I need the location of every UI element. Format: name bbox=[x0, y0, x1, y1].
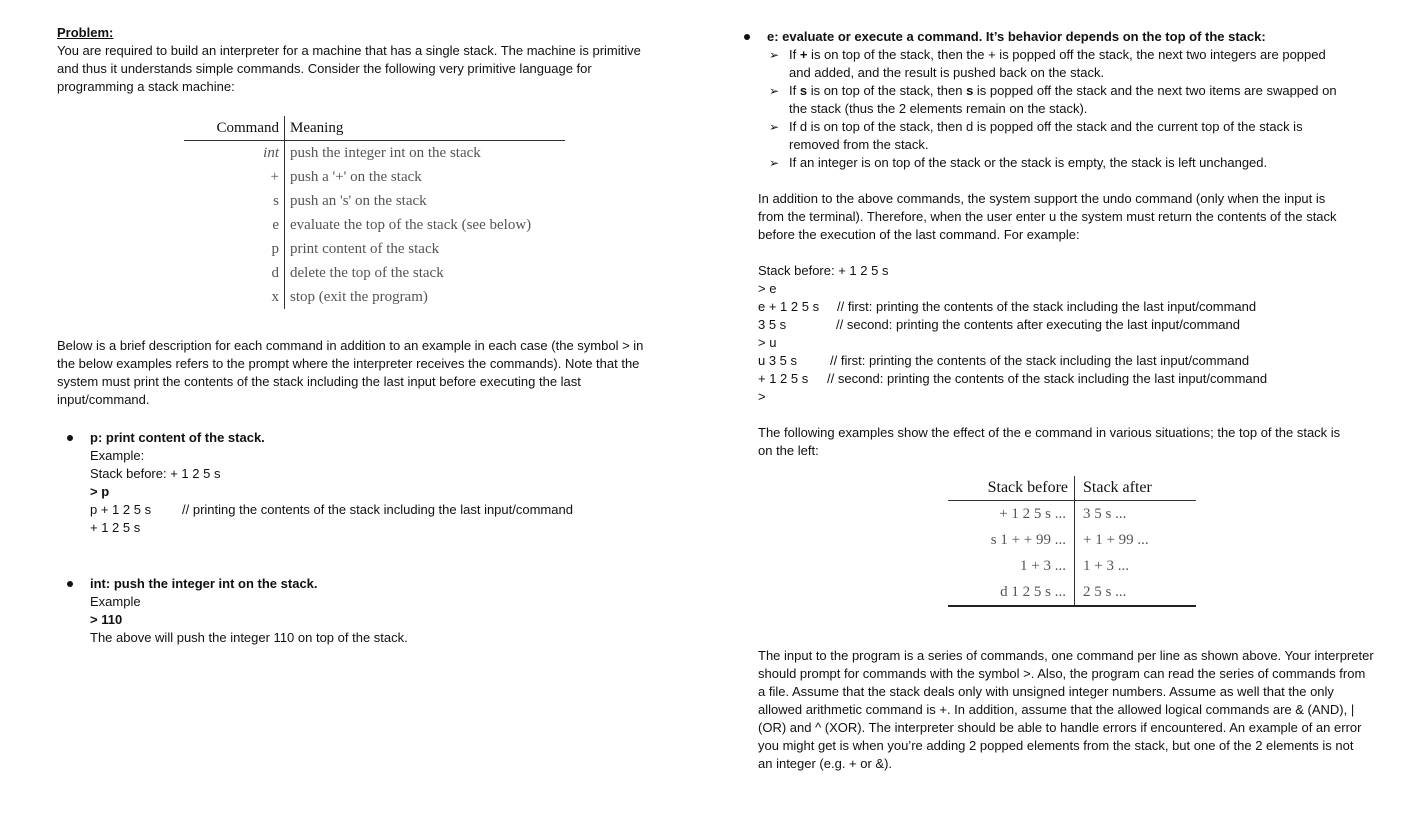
example-line bbox=[90, 501, 697, 519]
sub-bold: + bbox=[799, 47, 808, 62]
sub-text: is popped off the stack and the next two items are swapped on bbox=[973, 83, 1337, 98]
table-row bbox=[184, 189, 565, 213]
sub-item bbox=[767, 154, 1390, 172]
bullet-heading: e: evaluate or execute a command. It’s behavior depends on the top of the stack: bbox=[767, 29, 1266, 44]
left-column bbox=[57, 24, 697, 647]
bullet-list bbox=[57, 429, 697, 647]
bullet-dot bbox=[67, 435, 73, 441]
sub-text: If an integer is on top of the stack or the stack is empty, the stack is left unchanged. bbox=[789, 155, 1268, 170]
table-row bbox=[948, 553, 1196, 579]
example-line bbox=[758, 352, 1390, 370]
example-code: 3 5 s bbox=[758, 317, 787, 332]
arrow-icon: ➢ bbox=[769, 120, 780, 134]
stack-before-cell: d 1 2 5 s ... bbox=[948, 579, 1075, 606]
below-line: the below examples refers to the prompt where the interpreter receives the commands). Note that the bbox=[57, 356, 640, 371]
example-comment: // second: printing the contents after executing the last input/command bbox=[836, 317, 1240, 332]
stack-after-cell: + 1 + 99 ... bbox=[1083, 532, 1149, 548]
below-line: system must print the contents of the stack including the last input before executing the last bbox=[57, 374, 581, 389]
sub-text: is on top of the stack, then bbox=[807, 83, 967, 98]
sub-item bbox=[767, 46, 1390, 82]
intro-line: and thus it understands simple commands. Consider the following very primitive language for bbox=[57, 61, 592, 76]
stack-table bbox=[948, 476, 1196, 607]
table-row bbox=[948, 527, 1196, 553]
example-line: > 110 bbox=[90, 612, 123, 627]
meaning-header: Meaning bbox=[285, 116, 566, 141]
final-line: (OR) and ^ (XOR). The interpreter should be able to handle errors if encountered. An example of an error bbox=[758, 720, 1362, 735]
arrow-icon: ➢ bbox=[769, 84, 780, 98]
sub-list bbox=[767, 46, 1390, 172]
example-line bbox=[758, 370, 1390, 388]
undo-example bbox=[758, 262, 1390, 406]
example-line: > e bbox=[758, 281, 777, 296]
meaning-cell: push a '+' on the stack bbox=[290, 169, 422, 185]
undo-line: In addition to the above commands, the system support the undo command (only when the input is bbox=[758, 191, 1326, 206]
command-cell: e bbox=[184, 213, 285, 237]
problem-title: Problem: bbox=[57, 25, 114, 40]
table-row bbox=[184, 141, 565, 166]
undo-line: before the execution of the last command. For example: bbox=[758, 227, 1080, 242]
example-line: + 1 2 5 s bbox=[90, 520, 141, 535]
intro-line: You are required to build an interpreter for a machine that has a single stack. The machine is primitive bbox=[57, 43, 641, 58]
below-line: input/command. bbox=[57, 392, 150, 407]
stack-before-header: Stack before bbox=[948, 476, 1075, 501]
stack-before-cell: s 1 + + 99 ... bbox=[948, 527, 1075, 553]
command-cell: x bbox=[184, 285, 285, 309]
bullet-heading: p: print content of the stack. bbox=[90, 430, 265, 445]
example-line: Example: bbox=[90, 448, 145, 463]
bullet-dot bbox=[67, 581, 73, 587]
bullet-dot bbox=[744, 34, 750, 40]
example-line: Stack before: + 1 2 5 s bbox=[90, 466, 221, 481]
command-header: Command bbox=[184, 116, 285, 141]
command-cell: int bbox=[184, 141, 285, 166]
below-line: Below is a brief description for each command in addition to an example in each case (the symbol > in bbox=[57, 338, 644, 353]
meaning-cell: delete the top of the stack bbox=[290, 265, 444, 281]
undo-line: from the terminal). Therefore, when the user enter u the system must return the contents of the stack bbox=[758, 209, 1337, 224]
below-paragraph bbox=[57, 337, 697, 409]
table-row bbox=[184, 213, 565, 237]
final-line: you might get is when you’re adding 2 popped elements from the stack, but one of the 2 elements is not bbox=[758, 738, 1354, 753]
arrow-icon: ➢ bbox=[769, 156, 780, 170]
bullet-p bbox=[57, 429, 697, 537]
right-column bbox=[758, 28, 1390, 773]
example-line: The above will push the integer 110 on top of the stack. bbox=[90, 630, 408, 645]
meaning-cell: print content of the stack bbox=[290, 241, 440, 257]
bullet-e bbox=[734, 28, 1390, 172]
following-line: The following examples show the effect of the e command in various situations; the top of the stack is bbox=[758, 425, 1341, 440]
table-row bbox=[184, 261, 565, 285]
stack-after-cell: 3 5 s ... bbox=[1083, 506, 1127, 522]
final-paragraph bbox=[758, 647, 1390, 773]
sub-text: If bbox=[789, 83, 800, 98]
following-line: on the left: bbox=[758, 443, 819, 458]
example-line: Example bbox=[90, 594, 141, 609]
table-row bbox=[948, 501, 1196, 528]
example-line: Stack before: + 1 2 5 s bbox=[758, 263, 889, 278]
final-line: should prompt for commands with the symbol >. Also, the program can read the series of commands from bbox=[758, 666, 1366, 681]
meaning-cell: push the integer int on the stack bbox=[290, 145, 481, 161]
bullet-int bbox=[57, 575, 697, 647]
stack-after-header: Stack after bbox=[1075, 476, 1197, 501]
following-paragraph bbox=[758, 424, 1390, 460]
final-line: allowed arithmetic command is +. In addition, assume that the allowed logical commands are & (AND), | bbox=[758, 702, 1355, 717]
example-line bbox=[758, 316, 1390, 334]
sub-item bbox=[767, 82, 1390, 118]
final-line: an integer (e.g. + or &). bbox=[758, 756, 893, 771]
sub-text: the stack (thus the 2 elements remain on the stack). bbox=[789, 101, 1088, 116]
example-line: > bbox=[758, 389, 766, 404]
sub-text: If d is on top of the stack, then d is popped off the stack and the current top of the stack is bbox=[789, 119, 1303, 134]
table-row bbox=[184, 165, 565, 189]
stack-after-cell: 2 5 s ... bbox=[1083, 584, 1127, 600]
stack-before-cell: 1 + 3 ... bbox=[948, 553, 1075, 579]
meaning-cell: stop (exit the program) bbox=[290, 289, 428, 305]
example-comment: // first: printing the contents of the stack including the last input/command bbox=[830, 353, 1250, 368]
table-row bbox=[948, 579, 1196, 606]
example-code: p + 1 2 5 s bbox=[90, 502, 152, 517]
sub-text: removed from the stack. bbox=[789, 137, 929, 152]
sub-bold: s bbox=[966, 83, 974, 98]
bullet-heading: int: push the integer int on the stack. bbox=[90, 576, 318, 591]
example-code: u 3 5 s bbox=[758, 353, 798, 368]
example-line bbox=[758, 298, 1390, 316]
example-comment: // second: printing the contents of the stack including the last input/command bbox=[827, 371, 1268, 386]
undo-paragraph bbox=[758, 190, 1390, 244]
stack-after-cell: 1 + 3 ... bbox=[1083, 558, 1129, 574]
final-line: a file. Assume that the stack deals only with unsigned integer numbers. Assume as well that the only bbox=[758, 684, 1334, 699]
example-code: e + 1 2 5 s bbox=[758, 299, 820, 314]
table-row bbox=[184, 237, 565, 261]
sub-text: If bbox=[789, 47, 800, 62]
sub-bold: s bbox=[799, 83, 808, 98]
stack-before-cell: + 1 2 5 s ... bbox=[948, 501, 1075, 528]
command-cell: d bbox=[184, 261, 285, 285]
arrow-icon: ➢ bbox=[769, 48, 780, 62]
sub-item bbox=[767, 118, 1390, 154]
command-table bbox=[184, 116, 565, 309]
example-code: + 1 2 5 s bbox=[758, 371, 809, 386]
meaning-cell: push an 's' on the stack bbox=[290, 193, 427, 209]
intro-line: programming a stack machine: bbox=[57, 79, 235, 94]
command-cell: s bbox=[184, 189, 285, 213]
command-cell: + bbox=[184, 165, 285, 189]
example-line: > u bbox=[758, 335, 777, 350]
bullet-list bbox=[734, 28, 1390, 172]
example-line: > p bbox=[90, 484, 110, 499]
example-comment: // printing the contents of the stack including the last input/command bbox=[182, 502, 573, 517]
command-cell: p bbox=[184, 237, 285, 261]
table-row bbox=[184, 285, 565, 309]
sub-text: is on top of the stack, then the + is popped off the stack, the next two integers are popped bbox=[807, 47, 1326, 62]
sub-text: and added, and the result is pushed back on the stack. bbox=[789, 65, 1105, 80]
example-comment: // first: printing the contents of the stack including the last input/command bbox=[837, 299, 1257, 314]
final-line: The input to the program is a series of commands, one command per line as shown above. Your interpreter bbox=[758, 648, 1374, 663]
meaning-cell: evaluate the top of the stack (see below) bbox=[290, 217, 532, 233]
